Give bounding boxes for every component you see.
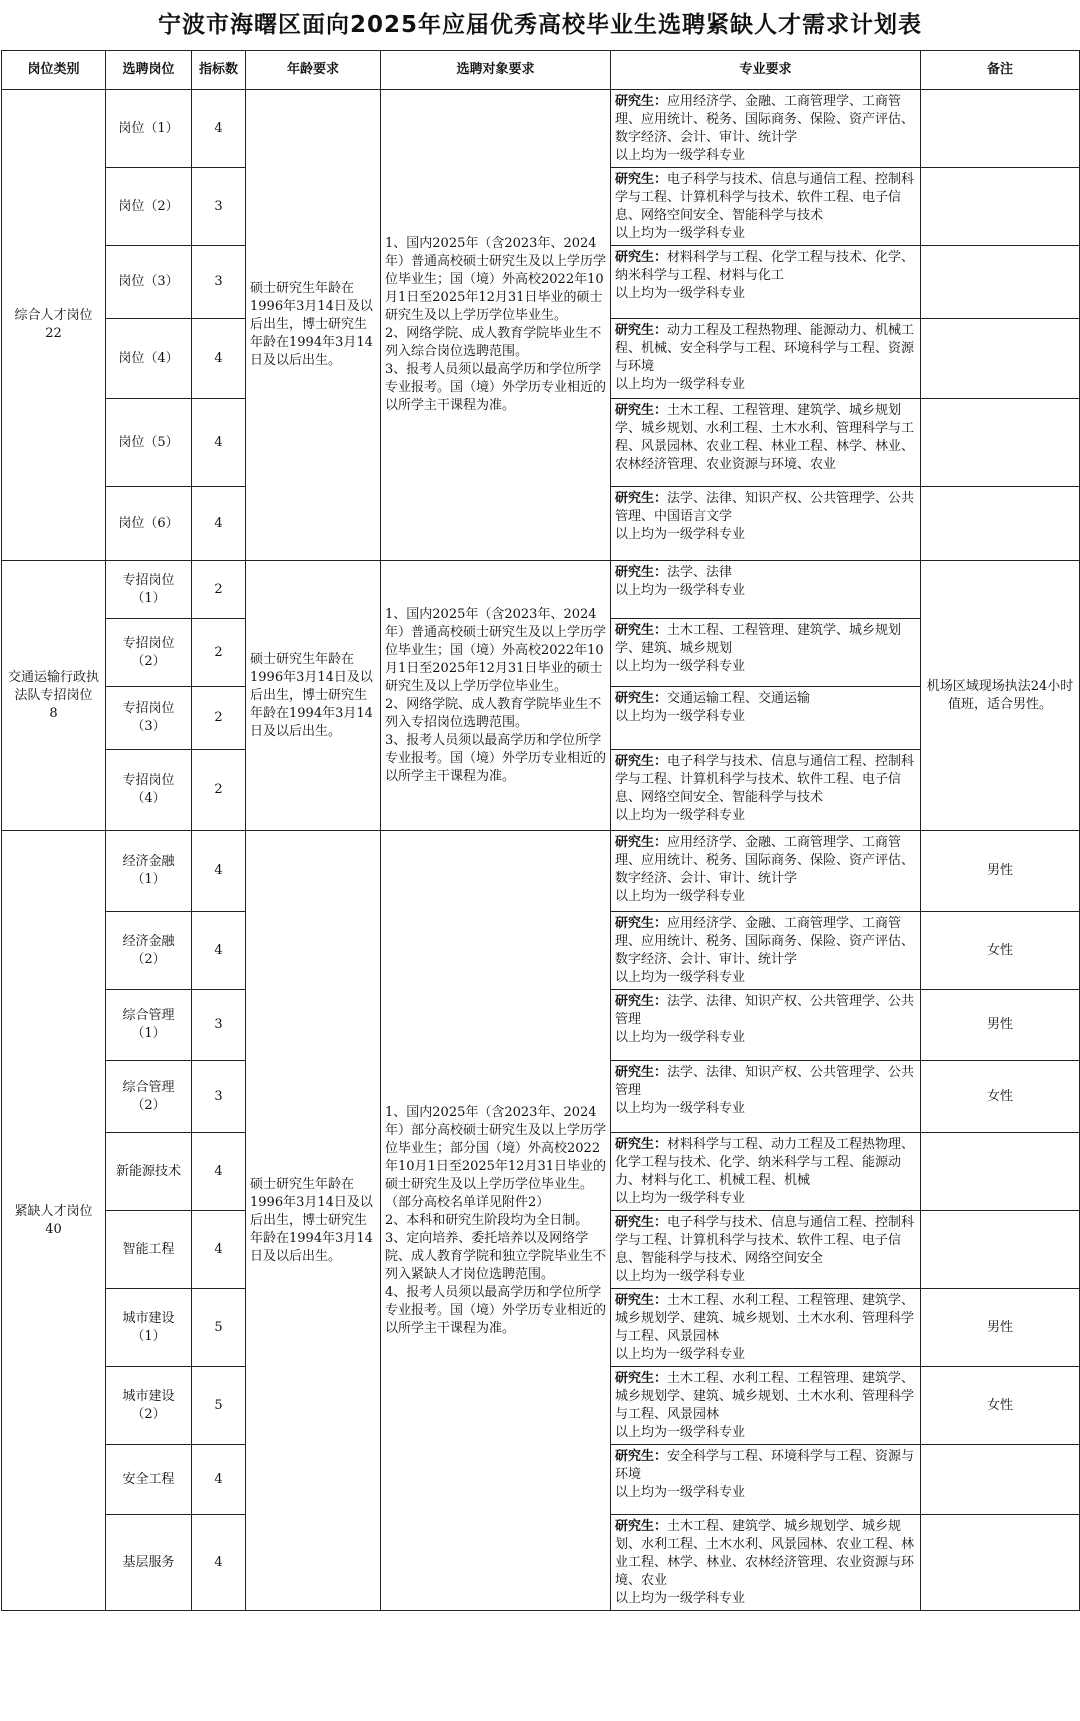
position-cell: 岗位（3） <box>106 246 192 319</box>
position-cell: 经济金融 （2） <box>106 912 192 990</box>
position-cell: 基层服务 <box>106 1515 192 1611</box>
major-prefix: 研究生： <box>615 94 668 109</box>
major-list: 土木工程、水利工程、工程管理、建筑学、城乡规划学、建筑、城乡规划、土木水利、管理科学与工程、风景园林 以上均为一级学科专业 <box>615 1371 915 1440</box>
table-row <box>2 561 1080 619</box>
header-major-req: 专业要求 <box>611 51 921 90</box>
position-cell: 城市建设 （2） <box>106 1367 192 1445</box>
major-requirement-cell <box>611 561 921 619</box>
quota-cell: 3 <box>192 1061 246 1133</box>
major-list: 安全科学与工程、环境科学与工程、资源与环境 以上均为一级学科专业 <box>615 1449 915 1500</box>
major-requirement-cell <box>611 319 921 399</box>
major-prefix: 研究生： <box>615 1519 668 1534</box>
major-prefix: 研究生： <box>615 916 668 931</box>
major-list: 土木工程、工程管理、建筑学、城乡规划学、建筑、城乡规划 以上均为一级学科专业 <box>615 623 902 674</box>
major-requirement-cell <box>611 619 921 687</box>
quota-cell: 4 <box>192 1211 246 1289</box>
major-list: 应用经济学、金融、工商管理学、工商管理、应用统计、税务、国际商务、保险、资产评估、数字经济、会计、审计、统计学 以上均为一级学科专业 <box>615 916 915 985</box>
major-requirement-cell <box>611 90 921 168</box>
major-prefix: 研究生： <box>615 623 668 638</box>
quota-cell: 2 <box>192 687 246 750</box>
quota-cell: 4 <box>192 487 246 561</box>
major-list: 应用经济学、金融、工商管理学、工商管理、应用统计、税务、国际商务、保险、资产评估、数字经济、会计、审计、统计学 以上均为一级学科专业 <box>615 835 915 904</box>
candidate-requirement-cell: 1、国内2025年（含2023年、2024年）普通高校硕士研究生及以上学历学位毕业生；国（境）外高校2022年10月1日至2025年12月31日毕业的硕士研究生及以上学历学位毕业生。 2、网络学院、成人教育学院毕业生不列入专招岗位选聘范围。 3、报考人员须以最高学历和学位所学专业报考。国（境）外学历专业相近的以所学主干课程为准。 <box>381 561 611 831</box>
major-prefix: 研究生： <box>615 172 668 187</box>
major-requirement-cell <box>611 687 921 750</box>
header-candidate-req: 选聘对象要求 <box>381 51 611 90</box>
major-requirement-cell <box>611 487 921 561</box>
note-cell: 女性 <box>921 1061 1080 1133</box>
major-prefix: 研究生： <box>615 1293 668 1308</box>
major-prefix: 研究生： <box>615 994 668 1009</box>
header-category: 岗位类别 <box>2 51 106 90</box>
header-note: 备注 <box>921 51 1080 90</box>
quota-cell: 3 <box>192 990 246 1061</box>
note-cell <box>921 168 1080 246</box>
major-list: 法学、法律、知识产权、公共管理学、公共管理 以上均为一级学科专业 <box>615 1065 915 1116</box>
quota-cell: 3 <box>192 168 246 246</box>
position-cell: 专招岗位 （4） <box>106 750 192 831</box>
quota-cell: 4 <box>192 912 246 990</box>
age-requirement-cell: 硕士研究生年龄在1996年3月14日及以后出生，博士研究生年龄在1994年3月14日及以后出生。 <box>246 561 381 831</box>
major-list: 电子科学与技术、信息与通信工程、控制科学与工程、计算机科学与技术、软件工程、电子信息、智能科学与技术、网络空间安全 以上均为一级学科专业 <box>615 1215 915 1284</box>
major-list: 法学、法律、知识产权、公共管理学、公共管理 以上均为一级学科专业 <box>615 994 915 1045</box>
quota-cell: 4 <box>192 831 246 912</box>
major-list: 土木工程、建筑学、城乡规划学、城乡规划、水利工程、土木水利、风景园林、农业工程、林业工程、林学、林业、农林经济管理、农业资源与环境、农业 以上均为一级学科专业 <box>615 1519 915 1606</box>
note-cell <box>921 1133 1080 1211</box>
quota-cell: 2 <box>192 619 246 687</box>
note-cell <box>921 1445 1080 1515</box>
major-list: 材料科学与工程、化学工程与技术、化学、纳米科学与工程、材料与化工 以上均为一级学科专业 <box>615 250 915 301</box>
quota-cell: 4 <box>192 1133 246 1211</box>
major-prefix: 研究生： <box>615 1371 668 1386</box>
note-cell <box>921 1515 1080 1611</box>
header-row <box>2 51 1080 90</box>
position-cell: 岗位（6） <box>106 487 192 561</box>
major-requirement-cell <box>611 1133 921 1211</box>
position-cell: 岗位（4） <box>106 319 192 399</box>
major-requirement-cell <box>611 750 921 831</box>
major-prefix: 研究生： <box>615 565 668 580</box>
major-prefix: 研究生： <box>615 1137 668 1152</box>
major-prefix: 研究生： <box>615 754 668 769</box>
candidate-requirement-cell: 1、国内2025年（含2023年、2024年）部分高校硕士研究生及以上学历学位毕业生；部分国（境）外高校2022年10月1日至2025年12月31日毕业的硕士研究生及以上学历学位毕业生。（部分高校名单详见附件2） 2、本科和研究生阶段均为全日制。 3、定向培养、委托培养以及网络学院、成人教育学院和独立学院毕业生不列入紧缺人才岗位选聘范围。 4、报考人员须以最高学历和学位所学专业报考。国（境）外学历专业相近的以所学主干课程为准。 <box>381 831 611 1611</box>
quota-cell: 2 <box>192 561 246 619</box>
position-cell: 新能源技术 <box>106 1133 192 1211</box>
major-list: 电子科学与技术、信息与通信工程、控制科学与工程、计算机科学与技术、软件工程、电子信息、网络空间安全、智能科学与技术 以上均为一级学科专业 <box>615 172 915 241</box>
position-cell: 专招岗位 （1） <box>106 561 192 619</box>
major-requirement-cell <box>611 831 921 912</box>
position-cell: 岗位（1） <box>106 90 192 168</box>
position-cell: 专招岗位 （2） <box>106 619 192 687</box>
major-list: 交通运输工程、交通运输 以上均为一级学科专业 <box>615 691 811 724</box>
position-cell: 岗位（5） <box>106 399 192 487</box>
note-cell <box>921 90 1080 168</box>
page-title: 宁波市海曙区面向2025年应届优秀高校毕业生选聘紧缺人才需求计划表 <box>157 12 922 38</box>
major-requirement-cell <box>611 1289 921 1367</box>
header-quota: 指标数 <box>192 51 246 90</box>
quota-cell: 4 <box>192 1445 246 1515</box>
major-prefix: 研究生： <box>615 323 668 338</box>
quota-cell: 4 <box>192 319 246 399</box>
recruitment-plan-table <box>1 50 1080 1611</box>
age-requirement-cell: 硕士研究生年龄在1996年3月14日及以后出生，博士研究生年龄在1994年3月14日及以后出生。 <box>246 90 381 561</box>
major-requirement-cell <box>611 246 921 319</box>
major-requirement-cell <box>611 1515 921 1611</box>
major-requirement-cell <box>611 399 921 487</box>
major-requirement-cell <box>611 1367 921 1445</box>
table-row <box>2 831 1080 912</box>
position-cell: 经济金融 （1） <box>106 831 192 912</box>
header-position: 选聘岗位 <box>106 51 192 90</box>
category-cell-general: 综合人才岗位 22 <box>2 90 106 561</box>
note-cell: 男性 <box>921 831 1080 912</box>
major-prefix: 研究生： <box>615 1215 668 1230</box>
major-list: 动力工程及工程热物理、能源动力、机械工程、机械、安全科学与工程、环境科学与工程、资源与环境 以上均为一级学科专业 <box>615 323 915 392</box>
note-cell <box>921 1211 1080 1289</box>
major-list: 土木工程、工程管理、建筑学、城乡规划学、城乡规划、水利工程、土木水利、管理科学与工程、风景园林、农业工程、林业工程、林学、林业、农林经济管理、农业资源与环境、农业 <box>615 403 915 472</box>
quota-cell: 5 <box>192 1367 246 1445</box>
note-cell <box>921 319 1080 399</box>
major-prefix: 研究生： <box>615 491 668 506</box>
major-requirement-cell <box>611 990 921 1061</box>
quota-cell: 2 <box>192 750 246 831</box>
major-prefix: 研究生： <box>615 835 668 850</box>
candidate-requirement-cell: 1、国内2025年（含2023年、2024年）普通高校硕士研究生及以上学历学位毕业生；国（境）外高校2022年10月1日至2025年12月31日毕业的硕士研究生及以上学历学位毕业生。 2、网络学院、成人教育学院毕业生不列入综合岗位选聘范围。 3、报考人员须以最高学历和学位所学专业报考。国（境）外学历专业相近的以所学主干课程为准。 <box>381 90 611 561</box>
quota-cell: 4 <box>192 399 246 487</box>
note-cell: 机场区域现场执法24小时值班，适合男性。 <box>921 561 1080 831</box>
major-prefix: 研究生： <box>615 1449 668 1464</box>
position-cell: 专招岗位 （3） <box>106 687 192 750</box>
quota-cell: 4 <box>192 90 246 168</box>
position-cell: 安全工程 <box>106 1445 192 1515</box>
major-prefix: 研究生： <box>615 691 668 706</box>
note-cell: 女性 <box>921 912 1080 990</box>
major-list: 土木工程、水利工程、工程管理、建筑学、城乡规划学、建筑、城乡规划、土木水利、管理科学与工程、风景园林 以上均为一级学科专业 <box>615 1293 915 1362</box>
note-cell: 女性 <box>921 1367 1080 1445</box>
major-requirement-cell <box>611 1061 921 1133</box>
major-list: 材料科学与工程、动力工程及工程热物理、化学工程与技术、化学、纳米科学与工程、能源动力、材料与化工、机械工程、机械 以上均为一级学科专业 <box>615 1137 915 1206</box>
major-prefix: 研究生： <box>615 250 668 265</box>
note-cell <box>921 487 1080 561</box>
position-cell: 城市建设 （1） <box>106 1289 192 1367</box>
note-cell: 男性 <box>921 990 1080 1061</box>
header-age: 年龄要求 <box>246 51 381 90</box>
major-list: 电子科学与技术、信息与通信工程、控制科学与工程、计算机科学与技术、软件工程、电子信息、网络空间安全、智能科学与技术 以上均为一级学科专业 <box>615 754 915 823</box>
major-prefix: 研究生： <box>615 1065 668 1080</box>
major-requirement-cell <box>611 912 921 990</box>
note-cell: 男性 <box>921 1289 1080 1367</box>
position-cell: 岗位（2） <box>106 168 192 246</box>
quota-cell: 4 <box>192 1515 246 1611</box>
major-list: 法学、法律、知识产权、公共管理学、公共管理、中国语言文学 以上均为一级学科专业 <box>615 491 915 542</box>
age-requirement-cell: 硕士研究生年龄在1996年3月14日及以后出生，博士研究生年龄在1994年3月14日及以后出生。 <box>246 831 381 1611</box>
position-cell: 智能工程 <box>106 1211 192 1289</box>
major-prefix: 研究生： <box>615 403 668 418</box>
major-requirement-cell <box>611 1445 921 1515</box>
category-cell-transport: 交通运输行政执法队专招岗位 8 <box>2 561 106 831</box>
quota-cell: 3 <box>192 246 246 319</box>
major-requirement-cell <box>611 168 921 246</box>
quota-cell: 5 <box>192 1289 246 1367</box>
position-cell: 综合管理 （2） <box>106 1061 192 1133</box>
category-cell-shortage: 紧缺人才岗位 40 <box>2 831 106 1611</box>
note-cell <box>921 399 1080 487</box>
position-cell: 综合管理 （1） <box>106 990 192 1061</box>
table-row <box>2 90 1080 168</box>
note-cell <box>921 246 1080 319</box>
major-list: 应用经济学、金融、工商管理学、工商管理、应用统计、税务、国际商务、保险、资产评估、数字经济、会计、审计、统计学 以上均为一级学科专业 <box>615 94 915 163</box>
major-list: 法学、法律 以上均为一级学科专业 <box>615 565 746 598</box>
major-requirement-cell <box>611 1211 921 1289</box>
